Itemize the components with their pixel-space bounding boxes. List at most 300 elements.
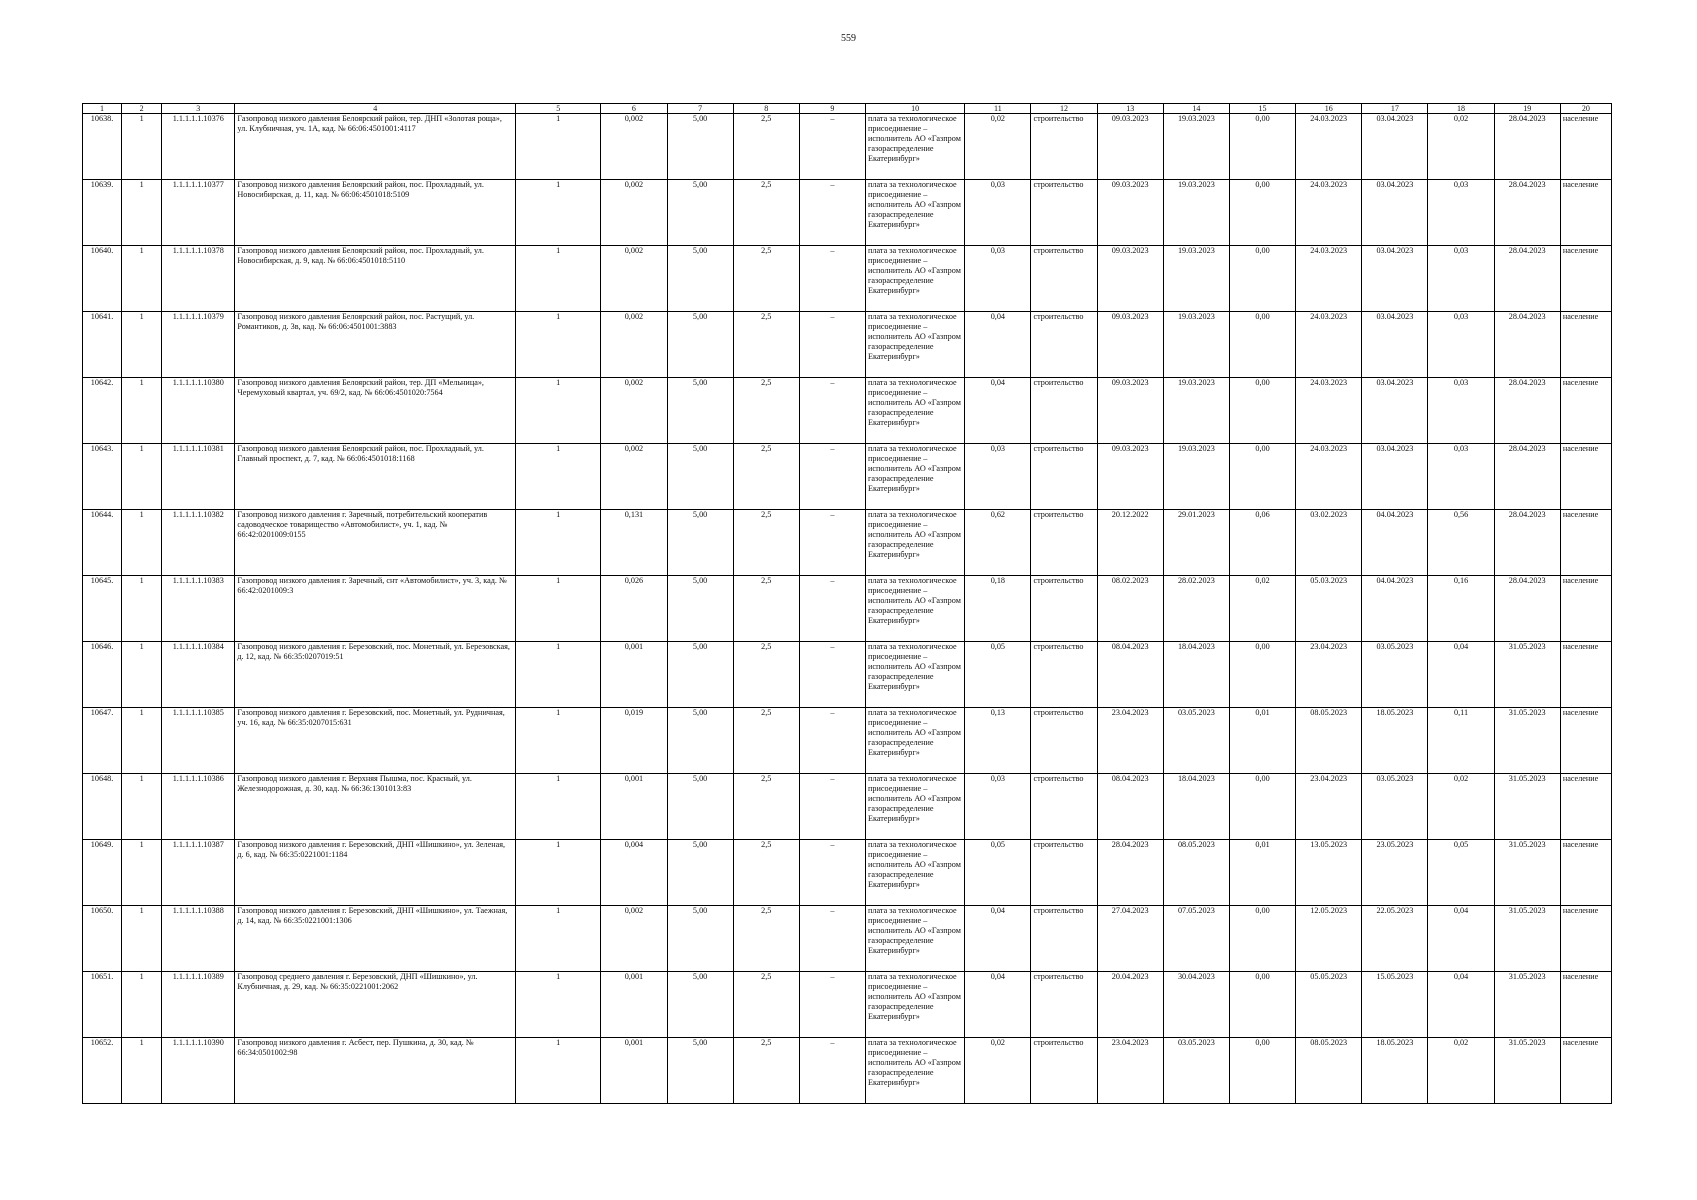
table-cell: 2,5 — [733, 1038, 799, 1104]
table-cell: 03.02.2023 — [1296, 510, 1362, 576]
table-cell: строительство — [1031, 642, 1097, 708]
table-cell: 10651. — [83, 972, 122, 1038]
table-cell: 10652. — [83, 1038, 122, 1104]
table-cell: плата за технологическое присоединение – исполнитель АО «Газпром газораспределение Екатеринбург» — [866, 576, 965, 642]
table-cell: 0,019 — [601, 708, 667, 774]
table-cell: 10643. — [83, 444, 122, 510]
column-header: 7 — [667, 104, 733, 114]
table-cell: 2,5 — [733, 906, 799, 972]
table-row — [83, 840, 1612, 906]
table-cell: 1 — [122, 906, 162, 972]
column-header: 8 — [733, 104, 799, 114]
table-cell: 31.05.2023 — [1494, 906, 1560, 972]
table-cell: 23.04.2023 — [1097, 708, 1163, 774]
table-cell: 1 — [516, 642, 601, 708]
table-cell: 0,01 — [1229, 708, 1295, 774]
table-cell: Газопровод низкого давления г. Заречный, снт «Автомобилист», уч. 3, кад. № 66:42:0201009:3 — [235, 576, 516, 642]
table-cell: плата за технологическое присоединение – исполнитель АО «Газпром газораспределение Екатеринбург» — [866, 444, 965, 510]
table-cell: плата за технологическое присоединение – исполнитель АО «Газпром газораспределение Екатеринбург» — [866, 642, 965, 708]
table-cell: 0,02 — [965, 1038, 1031, 1104]
table-cell: 29.01.2023 — [1163, 510, 1229, 576]
column-header: 12 — [1031, 104, 1097, 114]
table-cell: строительство — [1031, 312, 1097, 378]
table-row — [83, 972, 1612, 1038]
table-cell: 1.1.1.1.1.10384 — [162, 642, 235, 708]
table-cell: 09.03.2023 — [1097, 444, 1163, 510]
table-cell: 10649. — [83, 840, 122, 906]
table-cell: 1 — [122, 972, 162, 1038]
table-cell: 0,002 — [601, 246, 667, 312]
table-cell: 03.04.2023 — [1362, 180, 1428, 246]
column-header: 14 — [1163, 104, 1229, 114]
table-cell: 0,002 — [601, 180, 667, 246]
table-cell: плата за технологическое присоединение – исполнитель АО «Газпром газораспределение Екатеринбург» — [866, 378, 965, 444]
table-cell: 0,04 — [1428, 972, 1494, 1038]
table-cell: плата за технологическое присоединение – исполнитель АО «Газпром газораспределение Екатеринбург» — [866, 1038, 965, 1104]
table-cell: 2,5 — [733, 114, 799, 180]
table-cell: 23.04.2023 — [1097, 1038, 1163, 1104]
column-header: 13 — [1097, 104, 1163, 114]
table-cell: 24.03.2023 — [1296, 444, 1362, 510]
table-cell: 03.04.2023 — [1362, 246, 1428, 312]
table-cell: 31.05.2023 — [1494, 642, 1560, 708]
table-cell: население — [1560, 444, 1611, 510]
table-cell: 31.05.2023 — [1494, 840, 1560, 906]
table-row — [83, 576, 1612, 642]
table-cell: 28.04.2023 — [1494, 246, 1560, 312]
table-cell: 24.03.2023 — [1296, 246, 1362, 312]
header-row — [83, 104, 1612, 114]
table-cell: 1 — [122, 1038, 162, 1104]
table-cell: 0,026 — [601, 576, 667, 642]
table-cell: 2,5 — [733, 840, 799, 906]
table-cell: плата за технологическое присоединение – исполнитель АО «Газпром газораспределение Екатеринбург» — [866, 510, 965, 576]
table-cell: 5,00 — [667, 576, 733, 642]
table-cell: 1.1.1.1.1.10390 — [162, 1038, 235, 1104]
table-cell: 08.04.2023 — [1097, 642, 1163, 708]
table-cell: Газопровод низкого давления г. Березовский, пос. Монетный, ул. Березовская, д. 12, кад. № 66:35:0207019:51 — [235, 642, 516, 708]
table-cell: 23.04.2023 — [1296, 774, 1362, 840]
column-header: 6 — [601, 104, 667, 114]
table-cell: 28.04.2023 — [1097, 840, 1163, 906]
table-cell: 1 — [516, 378, 601, 444]
table-cell: 19.03.2023 — [1163, 444, 1229, 510]
table-cell: 03.04.2023 — [1362, 114, 1428, 180]
table-row — [83, 180, 1612, 246]
table-cell: 24.03.2023 — [1296, 378, 1362, 444]
table-cell: 2,5 — [733, 444, 799, 510]
table-cell: 03.05.2023 — [1163, 1038, 1229, 1104]
table-cell: 09.03.2023 — [1097, 180, 1163, 246]
table-cell: 20.12.2022 — [1097, 510, 1163, 576]
column-header: 15 — [1229, 104, 1295, 114]
table-cell: 2,5 — [733, 642, 799, 708]
table-cell: 0,131 — [601, 510, 667, 576]
table-cell: 5,00 — [667, 114, 733, 180]
table-cell: 0,00 — [1229, 444, 1295, 510]
table-cell: население — [1560, 378, 1611, 444]
table-cell: 0,001 — [601, 972, 667, 1038]
table-cell: – — [799, 642, 865, 708]
table-cell: население — [1560, 576, 1611, 642]
table-cell: – — [799, 840, 865, 906]
column-header: 16 — [1296, 104, 1362, 114]
column-header: 5 — [516, 104, 601, 114]
table-cell: население — [1560, 774, 1611, 840]
table-cell: 1.1.1.1.1.10388 — [162, 906, 235, 972]
table-cell: 09.03.2023 — [1097, 246, 1163, 312]
table-cell: 1 — [122, 774, 162, 840]
table-cell: Газопровод низкого давления Белоярский район, тер. ДНП «Золотая роща», ул. Клубничная, уч. 1А, кад. № 66:06:4501001:4117 — [235, 114, 516, 180]
table-cell: 5,00 — [667, 840, 733, 906]
table-cell: Газопровод низкого давления Белоярский район, пос. Растущий, ул. Романтиков, д. 3в, кад. № 66:06:4501001:3883 — [235, 312, 516, 378]
table-cell: 28.04.2023 — [1494, 510, 1560, 576]
table-cell: 0,03 — [965, 180, 1031, 246]
table-cell: 0,18 — [965, 576, 1031, 642]
table-cell: 0,00 — [1229, 312, 1295, 378]
registry-table — [82, 103, 1612, 1104]
table-cell: 0,002 — [601, 312, 667, 378]
table-cell: строительство — [1031, 576, 1097, 642]
table-row — [83, 708, 1612, 774]
table-cell: плата за технологическое присоединение – исполнитель АО «Газпром газораспределение Екатеринбург» — [866, 708, 965, 774]
table-cell: население — [1560, 1038, 1611, 1104]
table-cell: 19.03.2023 — [1163, 378, 1229, 444]
table-cell: 0,03 — [1428, 378, 1494, 444]
table-cell: 0,002 — [601, 906, 667, 972]
table-cell: 1.1.1.1.1.10380 — [162, 378, 235, 444]
table-cell: 0,04 — [1428, 906, 1494, 972]
table-row — [83, 1038, 1612, 1104]
table-row — [83, 378, 1612, 444]
table-cell: население — [1560, 642, 1611, 708]
table-cell: 08.05.2023 — [1296, 708, 1362, 774]
table-cell: 03.05.2023 — [1362, 774, 1428, 840]
table-cell: 04.04.2023 — [1362, 576, 1428, 642]
table-cell: население — [1560, 840, 1611, 906]
table-cell: 1.1.1.1.1.10377 — [162, 180, 235, 246]
table-cell: 1.1.1.1.1.10381 — [162, 444, 235, 510]
column-header: 3 — [162, 104, 235, 114]
table-cell: 5,00 — [667, 1038, 733, 1104]
table-cell: Газопровод среднего давления г. Березовский, ДНП «Шишкино», ул. Клубничная, д. 29, кад. № 66:35:0221001:2062 — [235, 972, 516, 1038]
table-cell: 0,04 — [965, 312, 1031, 378]
table-cell: строительство — [1031, 708, 1097, 774]
table-cell: 10646. — [83, 642, 122, 708]
table-cell: население — [1560, 708, 1611, 774]
table-cell: 28.04.2023 — [1494, 180, 1560, 246]
table-cell: 03.04.2023 — [1362, 378, 1428, 444]
table-cell: 1 — [516, 708, 601, 774]
table-cell: 2,5 — [733, 708, 799, 774]
table-cell: 0,03 — [965, 246, 1031, 312]
table-cell: 0,05 — [1428, 840, 1494, 906]
table-cell: 5,00 — [667, 180, 733, 246]
table-cell: 0,001 — [601, 642, 667, 708]
table-cell: 03.05.2023 — [1163, 708, 1229, 774]
table-cell: 1 — [516, 510, 601, 576]
table-cell: 08.05.2023 — [1296, 1038, 1362, 1104]
table-row — [83, 510, 1612, 576]
table-cell: Газопровод низкого давления г. Березовский, ДНП «Шишкино», ул. Таежная, д. 14, кад. № 66:35:0221001:1306 — [235, 906, 516, 972]
table-cell: плата за технологическое присоединение – исполнитель АО «Газпром газораспределение Екатеринбург» — [866, 246, 965, 312]
table-cell: 31.05.2023 — [1494, 1038, 1560, 1104]
column-header: 20 — [1560, 104, 1611, 114]
table-cell: – — [799, 510, 865, 576]
table-cell: строительство — [1031, 378, 1097, 444]
table-cell: плата за технологическое присоединение – исполнитель АО «Газпром газораспределение Екатеринбург» — [866, 774, 965, 840]
table-cell: 07.05.2023 — [1163, 906, 1229, 972]
table-cell: 1 — [516, 312, 601, 378]
column-header: 11 — [965, 104, 1031, 114]
table-cell: 0,00 — [1229, 114, 1295, 180]
table-cell: 2,5 — [733, 312, 799, 378]
table-cell: 5,00 — [667, 444, 733, 510]
column-header: 19 — [1494, 104, 1560, 114]
table-cell: 24.03.2023 — [1296, 114, 1362, 180]
table-cell: – — [799, 444, 865, 510]
table-cell: 10640. — [83, 246, 122, 312]
table-cell: 12.05.2023 — [1296, 906, 1362, 972]
table-cell: 0,002 — [601, 114, 667, 180]
table-cell: 10647. — [83, 708, 122, 774]
table-cell: 1 — [122, 246, 162, 312]
table-cell: 1 — [122, 312, 162, 378]
table-cell: 0,56 — [1428, 510, 1494, 576]
table-cell: – — [799, 774, 865, 840]
table-cell: 08.05.2023 — [1163, 840, 1229, 906]
table-cell: – — [799, 708, 865, 774]
table-row — [83, 246, 1612, 312]
table-cell: 10644. — [83, 510, 122, 576]
table-cell: 1 — [516, 774, 601, 840]
table-cell: 0,02 — [965, 114, 1031, 180]
table-cell: – — [799, 378, 865, 444]
table-cell: 2,5 — [733, 180, 799, 246]
table-cell: 1 — [516, 246, 601, 312]
table-cell: Газопровод низкого давления Белоярский район, пос. Прохладный, ул. Главный проспект, д. 7, кад. № 66:06:4501018:1168 — [235, 444, 516, 510]
table-cell: 1 — [122, 378, 162, 444]
table-cell: 0,04 — [965, 378, 1031, 444]
table-cell: плата за технологическое присоединение – исполнитель АО «Газпром газораспределение Екатеринбург» — [866, 114, 965, 180]
table-cell: 18.04.2023 — [1163, 774, 1229, 840]
table-cell: 2,5 — [733, 510, 799, 576]
table-cell: 1 — [516, 906, 601, 972]
table-cell: – — [799, 1038, 865, 1104]
table-cell: 28.04.2023 — [1494, 114, 1560, 180]
table-cell: 31.05.2023 — [1494, 774, 1560, 840]
table-cell: строительство — [1031, 246, 1097, 312]
table-cell: 10642. — [83, 378, 122, 444]
table-cell: 1.1.1.1.1.10378 — [162, 246, 235, 312]
table-cell: 31.05.2023 — [1494, 708, 1560, 774]
table-cell: 28.02.2023 — [1163, 576, 1229, 642]
table-cell: 1 — [122, 708, 162, 774]
table-cell: 09.03.2023 — [1097, 312, 1163, 378]
table-cell: Газопровод низкого давления г. Верхняя Пышма, пос. Красный, ул. Железнодорожная, д. 30, кад. № 66:36:1301013:83 — [235, 774, 516, 840]
table-cell: 0,62 — [965, 510, 1031, 576]
table-row — [83, 774, 1612, 840]
column-header: 9 — [799, 104, 865, 114]
table-cell: Газопровод низкого давления г. Березовский, ДНП «Шишкино», ул. Зеленая, д. 6, кад. № 66:35:0221001:1184 — [235, 840, 516, 906]
table-cell: 1 — [516, 444, 601, 510]
table-cell: 10650. — [83, 906, 122, 972]
column-header: 4 — [235, 104, 516, 114]
table-cell: 1 — [122, 840, 162, 906]
table-cell: строительство — [1031, 906, 1097, 972]
table-cell: 09.03.2023 — [1097, 114, 1163, 180]
table-cell: 2,5 — [733, 972, 799, 1038]
table-cell: 19.03.2023 — [1163, 312, 1229, 378]
table-cell: 2,5 — [733, 774, 799, 840]
table-cell: Газопровод низкого давления Белоярский район, пос. Прохладный, ул. Новосибирская, д. 11, кад. № 66:06:4501018:5109 — [235, 180, 516, 246]
table-cell: 0,03 — [1428, 444, 1494, 510]
table-cell: население — [1560, 510, 1611, 576]
table-cell: 5,00 — [667, 378, 733, 444]
table-cell: 19.03.2023 — [1163, 180, 1229, 246]
table-cell: 1 — [122, 642, 162, 708]
table-cell: плата за технологическое присоединение – исполнитель АО «Газпром газораспределение Екатеринбург» — [866, 906, 965, 972]
table-cell: 0,01 — [1229, 840, 1295, 906]
table-cell: 08.04.2023 — [1097, 774, 1163, 840]
table-cell: 1 — [516, 114, 601, 180]
table-cell: – — [799, 180, 865, 246]
table-cell: 23.05.2023 — [1362, 840, 1428, 906]
table-cell: 0,004 — [601, 840, 667, 906]
table-cell: 5,00 — [667, 510, 733, 576]
table-cell: строительство — [1031, 774, 1097, 840]
table-cell: 0,03 — [1428, 312, 1494, 378]
table-cell: 28.04.2023 — [1494, 378, 1560, 444]
table-cell: 15.05.2023 — [1362, 972, 1428, 1038]
table-cell: строительство — [1031, 114, 1097, 180]
table-cell: Газопровод низкого давления г. Асбест, пер. Пушкина, д. 30, кад. № 66:34:0501002:98 — [235, 1038, 516, 1104]
table-cell: 2,5 — [733, 378, 799, 444]
table-cell: 0,00 — [1229, 246, 1295, 312]
table-cell: 1.1.1.1.1.10386 — [162, 774, 235, 840]
table-cell: 0,16 — [1428, 576, 1494, 642]
table-cell: 03.04.2023 — [1362, 444, 1428, 510]
table-cell: 2,5 — [733, 576, 799, 642]
table-cell: 0,02 — [1229, 576, 1295, 642]
column-header: 2 — [122, 104, 162, 114]
table-cell: 27.04.2023 — [1097, 906, 1163, 972]
table-cell: 0,05 — [965, 840, 1031, 906]
table-cell: – — [799, 312, 865, 378]
table-cell: – — [799, 114, 865, 180]
table-cell: 1 — [122, 576, 162, 642]
table-cell: население — [1560, 312, 1611, 378]
table-cell: 0,05 — [965, 642, 1031, 708]
table-cell: 10648. — [83, 774, 122, 840]
table-cell: 1.1.1.1.1.10382 — [162, 510, 235, 576]
table-cell: строительство — [1031, 510, 1097, 576]
table-cell: Газопровод низкого давления Белоярский район, тер. ДП «Мельница», Черемуховый квартал, уч. 69/2, кад. № 66:06:4501020:7564 — [235, 378, 516, 444]
table-row — [83, 114, 1612, 180]
table-cell: 31.05.2023 — [1494, 972, 1560, 1038]
table-cell: строительство — [1031, 444, 1097, 510]
table-cell: 5,00 — [667, 708, 733, 774]
table-cell: 0,00 — [1229, 774, 1295, 840]
table-cell: 0,00 — [1229, 180, 1295, 246]
table-cell: строительство — [1031, 1038, 1097, 1104]
table-cell: 10638. — [83, 114, 122, 180]
table-cell: население — [1560, 180, 1611, 246]
table-cell: 19.03.2023 — [1163, 114, 1229, 180]
table-cell: 18.05.2023 — [1362, 708, 1428, 774]
table-cell: 5,00 — [667, 312, 733, 378]
table-row — [83, 906, 1612, 972]
table-cell: 1 — [122, 180, 162, 246]
table-cell: 0,02 — [1428, 114, 1494, 180]
table-cell: 0,00 — [1229, 1038, 1295, 1104]
table-cell: население — [1560, 246, 1611, 312]
table-cell: 20.04.2023 — [1097, 972, 1163, 1038]
table-cell: 24.03.2023 — [1296, 312, 1362, 378]
table-cell: 1.1.1.1.1.10379 — [162, 312, 235, 378]
table-cell: Газопровод низкого давления Белоярский район, пос. Прохладный, ул. Новосибирская, д. 9, кад. № 66:06:4501018:5110 — [235, 246, 516, 312]
table-cell: 0,00 — [1229, 642, 1295, 708]
table-row — [83, 444, 1612, 510]
table-cell: 28.04.2023 — [1494, 312, 1560, 378]
table-cell: 03.05.2023 — [1362, 642, 1428, 708]
table-cell: – — [799, 972, 865, 1038]
table-cell: 1 — [122, 114, 162, 180]
table-cell: 0,03 — [965, 444, 1031, 510]
table-cell: плата за технологическое присоединение – исполнитель АО «Газпром газораспределение Екатеринбург» — [866, 312, 965, 378]
table-cell: 0,03 — [1428, 180, 1494, 246]
table-cell: 0,02 — [1428, 774, 1494, 840]
table-cell: 0,11 — [1428, 708, 1494, 774]
column-header: 18 — [1428, 104, 1494, 114]
table-cell: 1 — [516, 180, 601, 246]
table-cell: 0,04 — [965, 972, 1031, 1038]
page-number: 559 — [841, 33, 856, 44]
table-cell: 1 — [516, 972, 601, 1038]
table-cell: 1 — [122, 444, 162, 510]
column-header: 10 — [866, 104, 965, 114]
table-cell: 0,04 — [965, 906, 1031, 972]
table-cell: 04.04.2023 — [1362, 510, 1428, 576]
table-cell: – — [799, 906, 865, 972]
table-cell: 10645. — [83, 576, 122, 642]
column-header: 17 — [1362, 104, 1428, 114]
table-cell: 24.03.2023 — [1296, 180, 1362, 246]
table-cell: 23.04.2023 — [1296, 642, 1362, 708]
table-cell: 28.04.2023 — [1494, 444, 1560, 510]
table-cell: 1.1.1.1.1.10383 — [162, 576, 235, 642]
table-cell: 05.05.2023 — [1296, 972, 1362, 1038]
table-cell: 1.1.1.1.1.10387 — [162, 840, 235, 906]
column-header: 1 — [83, 104, 122, 114]
table-cell: 0,001 — [601, 774, 667, 840]
table-cell: 0,04 — [1428, 642, 1494, 708]
table-cell: 22.05.2023 — [1362, 906, 1428, 972]
table-cell: 1.1.1.1.1.10376 — [162, 114, 235, 180]
table-cell: 18.05.2023 — [1362, 1038, 1428, 1104]
table-cell: 5,00 — [667, 906, 733, 972]
table-cell: 5,00 — [667, 642, 733, 708]
table-cell: 0,00 — [1229, 378, 1295, 444]
table-cell: 1.1.1.1.1.10385 — [162, 708, 235, 774]
table-cell: 10641. — [83, 312, 122, 378]
table-cell: 13.05.2023 — [1296, 840, 1362, 906]
table-cell: 1 — [122, 510, 162, 576]
table-cell: 5,00 — [667, 774, 733, 840]
table-cell: 09.03.2023 — [1097, 378, 1163, 444]
table-cell: 0,03 — [1428, 246, 1494, 312]
table-cell: 1 — [516, 576, 601, 642]
